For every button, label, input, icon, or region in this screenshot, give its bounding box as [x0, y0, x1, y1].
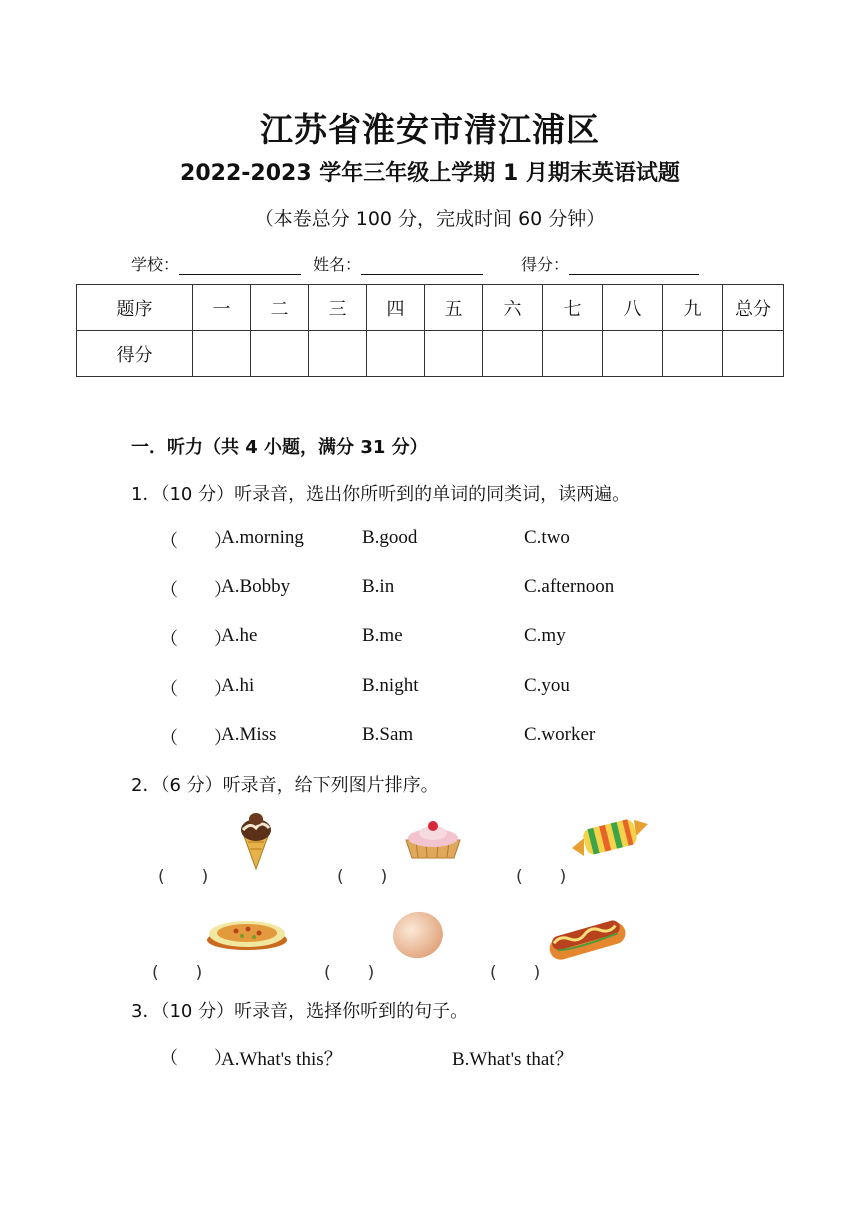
pie-icon: [204, 914, 290, 954]
answer-paren[interactable]: （ ）: [160, 728, 232, 749]
answer-paren[interactable]: （ ）: [160, 629, 232, 650]
table-cell: 二: [251, 285, 309, 331]
option-c: C.my: [524, 625, 566, 646]
table-cell: 六: [483, 285, 543, 331]
picture-paren[interactable]: ( ): [324, 963, 385, 983]
table-cell: 三: [309, 285, 367, 331]
table-cell: 七: [543, 285, 603, 331]
table-cell: 九: [663, 285, 723, 331]
table-cell: 得分: [77, 331, 193, 377]
option-b: B.in: [362, 576, 395, 597]
egg-icon: [390, 906, 446, 962]
answer-paren[interactable]: （ ）: [160, 1048, 232, 1069]
table-cell: 八: [603, 285, 663, 331]
score-label: 得分：: [521, 255, 570, 274]
hot-dog-icon: [544, 916, 630, 962]
ice-cream-icon: [234, 812, 278, 870]
score-table-score-row: [77, 331, 784, 377]
picture-paren[interactable]: ( ): [490, 963, 551, 983]
table-cell: 四: [367, 285, 425, 331]
score-cell[interactable]: [603, 331, 663, 377]
option-b: B.What's that？: [452, 1049, 574, 1070]
q3-prompt: 3．（10 分）听录音，选择你听到的句子。: [131, 1001, 469, 1022]
score-cell[interactable]: [367, 331, 425, 377]
option-c: C.two: [524, 527, 570, 548]
score-cell[interactable]: [663, 331, 723, 377]
school-field: [131, 252, 301, 275]
score-blank[interactable]: [569, 258, 699, 275]
q1-prompt: 1．（10 分）听录音，选出你所听到的单词的同类词，读两遍。: [131, 484, 631, 505]
q2-prompt: 2．（6 分）听录音，给下列图片排序。: [131, 775, 439, 796]
answer-paren[interactable]: （ ）: [160, 580, 232, 601]
school-blank[interactable]: [179, 258, 301, 275]
option-a: A.Bobby: [221, 576, 291, 597]
picture-paren[interactable]: ( ): [158, 867, 219, 887]
table-cell: 五: [425, 285, 483, 331]
score-cell[interactable]: [251, 331, 309, 377]
score-table: [76, 284, 784, 377]
table-cell: 一: [193, 285, 251, 331]
score-cell[interactable]: [483, 331, 543, 377]
table-cell: 总分: [723, 285, 784, 331]
option-b: B.good: [362, 527, 418, 548]
score-cell[interactable]: [723, 331, 784, 377]
option-c: C.you: [524, 675, 570, 696]
score-cell[interactable]: [543, 331, 603, 377]
option-c: C.worker: [524, 724, 596, 745]
score-cell[interactable]: [193, 331, 251, 377]
section-heading: 一．听力（共 4 小题，满分 31 分）: [131, 437, 428, 458]
option-a: A.Miss: [221, 724, 277, 745]
name-blank[interactable]: [361, 258, 483, 275]
answer-paren[interactable]: （ ）: [160, 679, 232, 700]
picture-paren[interactable]: ( ): [516, 867, 577, 887]
score-table-header-row: [77, 285, 784, 331]
option-c: C.afternoon: [524, 576, 615, 597]
exam-subtitle: 2022-2023 学年三年级上学期 1 月期末英语试题: [180, 161, 680, 186]
name-label: 姓名：: [313, 255, 362, 274]
table-cell: 题序: [77, 285, 193, 331]
school-label: 学校：: [131, 255, 180, 274]
answer-paren[interactable]: （ ）: [160, 531, 232, 552]
cake-icon: [402, 818, 464, 860]
option-b: B.me: [362, 625, 403, 646]
score-field: [521, 252, 699, 275]
score-cell[interactable]: [309, 331, 367, 377]
option-a: A.What's this？: [221, 1049, 343, 1070]
option-a: A.he: [221, 625, 258, 646]
picture-paren[interactable]: ( ): [337, 867, 398, 887]
score-cell[interactable]: [425, 331, 483, 377]
name-field: [313, 252, 483, 275]
picture-paren[interactable]: ( ): [152, 963, 213, 983]
option-a: A.morning: [221, 527, 304, 548]
exam-title: 江苏省淮安市清江浦区: [260, 110, 600, 149]
candy-icon: [570, 814, 650, 860]
option-b: B.Sam: [362, 724, 414, 745]
option-b: B.night: [362, 675, 419, 696]
exam-note: （本卷总分 100 分，完成时间 60 分钟）: [254, 208, 606, 230]
option-a: A.hi: [221, 675, 255, 696]
